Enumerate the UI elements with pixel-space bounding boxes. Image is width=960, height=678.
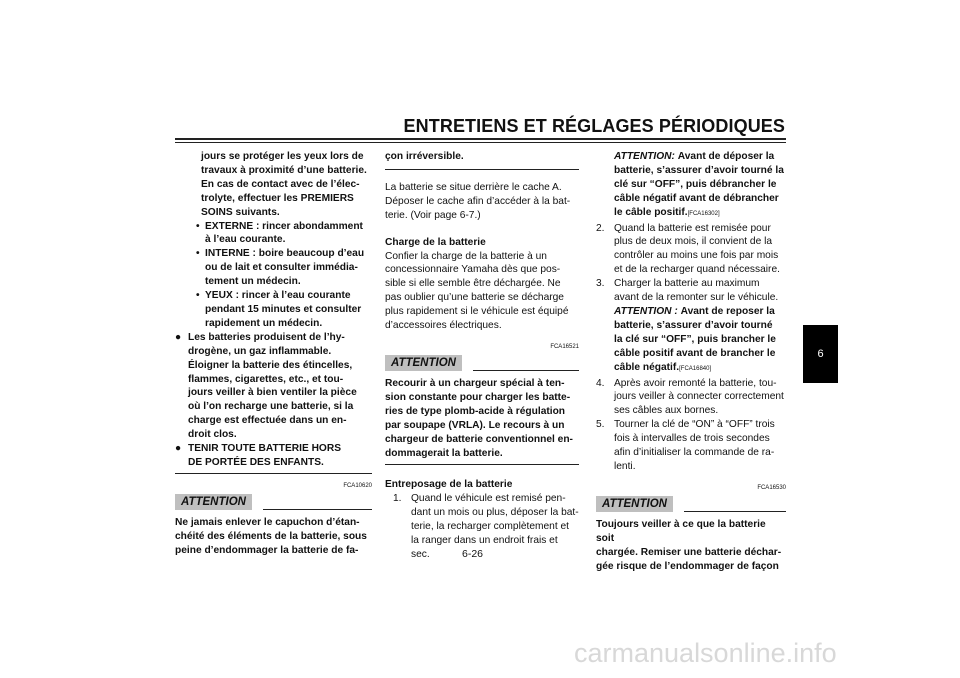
text-line: jours veiller à connecter correctement bbox=[614, 391, 784, 403]
text-line: Toujours veiller à ce que la batterie soit bbox=[596, 518, 766, 544]
text-line: fois à intervalles de trois secondes bbox=[614, 433, 770, 445]
text-line: tement un médecin. bbox=[205, 276, 301, 288]
text-line: le câble positif. bbox=[614, 206, 688, 218]
text-line: Tourner la clé de “ON” à “OFF” trois bbox=[614, 419, 775, 431]
text-line: Après avoir remonté la batterie, tou- bbox=[614, 377, 777, 389]
text-line: ou de lait et consulter immédia- bbox=[205, 262, 358, 274]
attention-code: [FCA16840] bbox=[679, 365, 712, 372]
step-number: 3. bbox=[596, 278, 605, 290]
attention-badge: ATTENTION bbox=[596, 496, 673, 512]
text-line: La batterie se situe derrière le cache A. bbox=[385, 181, 562, 193]
text-line: drogène, un gaz inflammable. bbox=[188, 345, 332, 357]
list-item bbox=[596, 222, 786, 278]
column-2 bbox=[385, 150, 579, 562]
watermark: carmanualsonline.info bbox=[574, 638, 837, 668]
intro-paragraph bbox=[175, 150, 372, 220]
bullet-icon: ● bbox=[175, 331, 182, 343]
section-divider bbox=[385, 464, 579, 465]
text-line: afin d’initialiser la commande de ra- bbox=[614, 447, 775, 459]
bullet-icon: • bbox=[196, 248, 200, 260]
list-item bbox=[175, 331, 372, 442]
text-line: rapidement un médecin. bbox=[205, 317, 323, 329]
list-item bbox=[596, 277, 786, 376]
paragraph bbox=[385, 181, 579, 223]
list-item bbox=[175, 442, 372, 470]
section-heading: Entreposage de la batterie bbox=[385, 479, 513, 491]
text-line: Éloigner la batterie des étincelles, bbox=[188, 359, 353, 371]
section-divider bbox=[385, 169, 579, 170]
attention-code: FCA16530 bbox=[757, 484, 786, 491]
text-line: câble négatif. bbox=[614, 361, 680, 373]
attention-label: ATTENTION : bbox=[614, 305, 678, 317]
text-line: clé sur “OFF”, puis débrancher le bbox=[614, 178, 777, 190]
text-line: dommagerait la batterie. bbox=[385, 447, 503, 459]
attention-badge: ATTENTION bbox=[175, 494, 252, 510]
attention-badge: ATTENTION bbox=[385, 355, 462, 371]
bullet-icon: ● bbox=[175, 443, 182, 455]
text-line: Quand la batterie est remisée pour bbox=[614, 222, 771, 234]
text-line: d’accessoires électriques. bbox=[385, 320, 502, 332]
bullet-icon: • bbox=[196, 290, 200, 302]
attention-code: FCA10620 bbox=[343, 482, 372, 489]
paragraph bbox=[385, 250, 579, 333]
text-line: pas oublier qu’une batterie se décharge bbox=[385, 292, 564, 304]
text-line: la ranger dans un endroit frais et sec. bbox=[411, 535, 558, 560]
text-line: plus rapidement si le véhicule est équipé bbox=[385, 306, 569, 318]
text-line: concessionnaire Yamaha dès que pos- bbox=[385, 264, 561, 276]
text-line: gée risque de l’endommager de façon bbox=[596, 560, 779, 572]
text-line: YEUX : rincer à l’eau courante bbox=[205, 290, 351, 302]
step-number: 5. bbox=[596, 419, 605, 431]
attention-text bbox=[175, 516, 372, 558]
list-item bbox=[596, 377, 786, 419]
text-line: la clé sur “OFF”, puis brancher le bbox=[614, 333, 776, 345]
text-line: câble négatif avant de débrancher bbox=[614, 192, 779, 204]
text-line: Quand le véhicule est remisé pen- bbox=[411, 493, 566, 505]
text-line: Ne jamais enlever le capuchon d’étan- bbox=[175, 516, 360, 528]
text-line: terie, la recharger complètement et bbox=[411, 521, 569, 533]
text-line: et de la recharger quand nécessaire. bbox=[614, 264, 780, 276]
bullet-icon: • bbox=[196, 220, 200, 232]
text-line: çon irréversible. bbox=[385, 151, 464, 162]
attention-header bbox=[385, 351, 579, 373]
attention-rule bbox=[684, 511, 786, 512]
attention-header bbox=[596, 492, 786, 514]
text-line: Avant de reposer la bbox=[680, 305, 775, 317]
text-line: dant un mois ou plus, déposer la bat- bbox=[411, 507, 579, 519]
text-line: Déposer le cache afin d’accéder à la bat- bbox=[385, 195, 571, 207]
text-line: Recourir à un chargeur spécial à ten- bbox=[385, 377, 565, 389]
text-line: terie. (Voir page 6-7.) bbox=[385, 209, 481, 221]
text-line: peine d’endommager la batterie de fa- bbox=[175, 544, 359, 556]
column-3 bbox=[596, 150, 786, 573]
list-item bbox=[393, 492, 579, 562]
attention-rule bbox=[473, 370, 579, 371]
attention-code: FCA16521 bbox=[550, 343, 579, 350]
attention-text bbox=[596, 518, 786, 574]
list-item bbox=[175, 247, 372, 289]
inline-attention bbox=[596, 150, 786, 222]
step-number: 4. bbox=[596, 377, 605, 389]
text-line: câble positif avant de brancher le bbox=[614, 347, 776, 359]
column-1 bbox=[175, 150, 372, 558]
text-line: flammes, cigarettes, etc., et tou- bbox=[188, 373, 344, 385]
step-number: 1. bbox=[393, 493, 402, 505]
text-line: TENIR TOUTE BATTERIE HORS bbox=[188, 443, 342, 455]
text-line: lenti. bbox=[614, 460, 636, 472]
text-line: chéité des éléments de la batterie, sous bbox=[175, 530, 367, 542]
section-divider bbox=[175, 473, 372, 474]
text-line: travaux à proximité d’une batterie. bbox=[201, 164, 367, 176]
attention-label: ATTENTION: bbox=[614, 151, 675, 162]
attention-header bbox=[175, 490, 372, 512]
attention-rule bbox=[263, 509, 372, 510]
text-line: chargée. Remiser une batterie déchar- bbox=[596, 546, 782, 558]
text-line: trolyte, effectuer les PREMIERS bbox=[201, 192, 354, 204]
text-line: INTERNE : boire beaucoup d’eau bbox=[205, 248, 365, 260]
list-item bbox=[175, 220, 372, 248]
text-line: pendant 15 minutes et consulter bbox=[205, 303, 362, 315]
text-line: droit clos. bbox=[188, 429, 237, 441]
text-line: ries de type plomb-acide à régulation bbox=[385, 405, 566, 417]
text-line: ses câbles aux bornes. bbox=[614, 405, 719, 417]
text-line: sion constante pour charger les batte- bbox=[385, 391, 571, 403]
text-line: SOINS suivants. bbox=[201, 206, 280, 218]
text-line: batterie, s’assurer d’avoir tourné bbox=[614, 319, 773, 331]
text-line: Avant de déposer la bbox=[677, 151, 775, 162]
text-line: avant de la remonter sur le véhicule. bbox=[614, 292, 779, 304]
attention-code: [FCA16302] bbox=[687, 210, 720, 217]
page-number: 6-26 bbox=[462, 548, 484, 560]
text-line: jours se protéger les yeux lors de bbox=[201, 151, 364, 162]
header-rule-thick bbox=[175, 138, 786, 140]
list-item bbox=[596, 418, 786, 474]
text-line: Confier la charge de la batterie à un bbox=[385, 250, 547, 262]
step-number: 2. bbox=[596, 222, 605, 234]
section-heading: Charge de la batterie bbox=[385, 236, 486, 248]
text-line: batterie, s’assurer d’avoir tourné la bbox=[614, 164, 784, 176]
text-line: DE PORTÉE DES ENFANTS. bbox=[188, 456, 324, 468]
attention-text bbox=[385, 377, 579, 460]
text-line: Les batteries produisent de l’hy- bbox=[188, 331, 345, 343]
text-line: jours veiller à bien ventiler la pièce bbox=[188, 387, 357, 399]
header-rule-thin bbox=[175, 142, 786, 143]
page-title: ENTRETIENS ET RÉGLAGES PÉRIODIQUES bbox=[403, 116, 785, 136]
text-line: En cas de contact avec de l’élec- bbox=[201, 178, 360, 190]
text-line: plus de deux mois, il convient de la bbox=[614, 236, 772, 248]
text-line: contrôler au moins une fois par mois bbox=[614, 250, 779, 262]
text-line: EXTERNE : rincer abondamment bbox=[205, 220, 363, 232]
text-line: charge est effectuée dans un en- bbox=[188, 415, 347, 427]
text-line: sible si elle semble être déchargée. Ne bbox=[385, 278, 561, 290]
text-line: chargeur de batterie conventionnel en- bbox=[385, 433, 573, 445]
text-line: Charger la batterie au maximum bbox=[614, 278, 760, 290]
text-line: à l’eau courante. bbox=[205, 234, 286, 246]
text-line: où l’on recharge une batterie, si la bbox=[188, 401, 354, 413]
list-item bbox=[175, 289, 372, 331]
text-line: par soupape (VRLA). Le recours à un bbox=[385, 419, 565, 431]
chapter-tab: 6 bbox=[803, 325, 838, 383]
